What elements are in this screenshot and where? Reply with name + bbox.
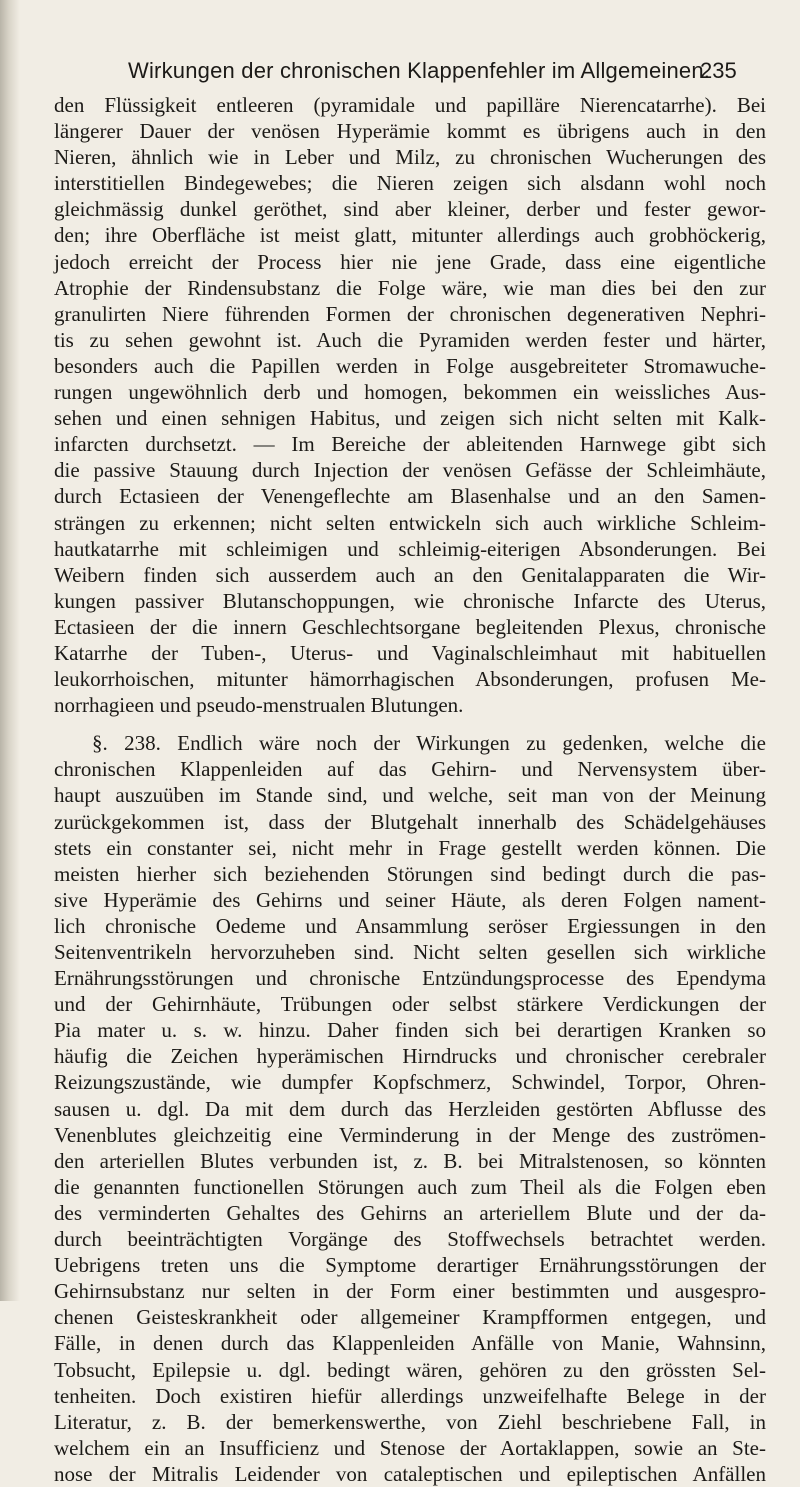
text-line: sehen und einen sehnigen Habitus, und zeigen sich nicht selten mit Kalk- bbox=[54, 406, 766, 431]
page-number: 235 bbox=[700, 58, 737, 83]
running-title: Wirkungen der chronischen Klappenfehler im Allgemeinen. bbox=[128, 58, 711, 83]
text-line: den arteriellen Blutes verbunden ist, z. B. bei Mitralstenosen, so könnten bbox=[54, 1148, 766, 1173]
text-line: längerer Dauer der venösen Hyperämie kommt es übrigens auch in den bbox=[54, 119, 766, 144]
text-line: tis zu sehen gewohnt ist. Auch die Pyramiden werden fester und härter, bbox=[54, 327, 766, 352]
text-line: die passive Stauung durch Injection der venösen Gefässe der Schleimhäute, bbox=[54, 458, 766, 483]
text-line: tenheiten. Doch existiren hiefür allerdings unzweifelhafte Belege in der bbox=[54, 1383, 766, 1408]
text-line: Tobsucht, Epilepsie u. dgl. bedingt wären, gehören zu den grössten Sel- bbox=[54, 1357, 766, 1382]
text-line: stets ein constanter sei, nicht mehr in Frage gestellt werden können. Die bbox=[54, 835, 766, 860]
text-line: den Flüssigkeit entleeren (pyramidale und papilläre Nierencatarrhe). Bei bbox=[54, 93, 766, 117]
text-line: strängen zu erkennen; nicht selten entwickeln sich auch wirkliche Schleim- bbox=[54, 510, 766, 535]
text-line: Atrophie der Rindensubstanz die Folge wäre, wie man dies bei den zur bbox=[54, 275, 766, 300]
text-line: Nieren, ähnlich wie in Leber und Milz, zu chronischen Wucherungen des bbox=[54, 145, 766, 170]
text-line: sausen u. dgl. Da mit dem durch das Herzleiden gestörten Abflusse des bbox=[54, 1096, 766, 1121]
text-line: Katarrhe der Tuben-, Uterus- und Vaginalschleimhaut mit habituellen bbox=[54, 640, 766, 665]
text-line: und der Gehirnhäute, Trübungen oder selbst stärkere Verdickungen der bbox=[54, 992, 766, 1017]
text-line: die genannten functionellen Störungen auch zum Theil als die Folgen eben bbox=[54, 1174, 766, 1199]
text-line: norrhagieen und pseudo-menstrualen Blutungen. bbox=[54, 693, 464, 718]
text-line: den; ihre Oberfläche ist meist glatt, mitunter allerdings auch grobhöckerig, bbox=[54, 223, 766, 248]
paragraph bbox=[54, 730, 766, 1487]
text-line: §. 238. Endlich wäre noch der Wirkungen zu gedenken, welche die bbox=[92, 731, 766, 756]
text-line: infarcten durchsetzt. — Im Bereiche der ableitenden Harnwege gibt sich bbox=[54, 432, 766, 457]
text-line: gleichmässig dunkel geröthet, sind aber kleiner, derber und fester gewor- bbox=[54, 197, 766, 222]
text-line: durch Ectasieen der Venengeflechte am Blasenhalse und an den Samen- bbox=[54, 484, 766, 509]
text-line: chronischen Klappenleiden auf das Gehirn- und Nervensystem über- bbox=[54, 757, 766, 782]
text-line: chenen Geisteskrankheit oder allgemeiner Krampfformen entgegen, und bbox=[54, 1305, 766, 1330]
text-line: welchem ein an Insufficienz und Stenose der Aortaklappen, sowie an Ste- bbox=[54, 1435, 766, 1460]
text-line: jedoch erreicht der Process hier nie jene Grade, dass eine eigentliche bbox=[54, 249, 766, 274]
text-line: Gehirnsubstanz nur selten in der Form einer bestimmten und ausgespro- bbox=[54, 1279, 766, 1304]
text-line: rungen ungewöhnlich derb und homogen, bekommen ein weissliches Aus- bbox=[54, 380, 766, 405]
text-line: zurückgekommen ist, dass der Blutgehalt innerhalb des Schädelgehäuses bbox=[54, 809, 766, 834]
text-line: Literatur, z. B. der bemerkenswerthe, von Ziehl beschriebene Fall, in bbox=[54, 1409, 766, 1434]
page-binding-edge bbox=[0, 0, 20, 1301]
running-header bbox=[0, 58, 800, 88]
text-line: Venenblutes gleichzeitig eine Verminderung in der Menge des zuströmen- bbox=[54, 1122, 766, 1147]
text-line: hautkatarrhe mit schleimigen und schleimig-eiterigen Absonderungen. Bei bbox=[54, 536, 766, 561]
text-line: durch beeinträchtigten Vorgänge des Stoffwechsels betrachtet werden. bbox=[54, 1227, 766, 1252]
text-line: nose der Mitralis Leidender von cataleptischen und epileptischen Anfällen bbox=[54, 1461, 766, 1486]
text-line: Ernährungsstörungen und chronische Entzündungsprocesse des Ependyma bbox=[54, 966, 766, 991]
text-line: kungen passiver Blutanschoppungen, wie chronische Infarcte des Uterus, bbox=[54, 588, 766, 613]
text-line: granulirten Niere führenden Formen der chronischen degenerativen Nephri- bbox=[54, 301, 766, 326]
paragraph-spacer bbox=[54, 718, 766, 730]
text-line: häufig die Zeichen hyperämischen Hirndrucks und chronischer cerebraler bbox=[54, 1044, 766, 1069]
text-line: haupt auszuüben im Stande sind, und welche, seit man von der Meinung bbox=[54, 783, 766, 808]
text-line: Seitenventrikeln hervorzuheben sind. Nicht selten gesellen sich wirkliche bbox=[54, 940, 766, 964]
text-line: leukorrhoischen, mitunter hämorrhagischen Absonderungen, profusen Me- bbox=[54, 667, 766, 692]
text-line: besonders auch die Papillen werden in Folge ausgebreiteter Stromawuche- bbox=[54, 353, 766, 378]
text-line: Weibern finden sich ausserdem auch an den Genitalapparaten die Wir- bbox=[54, 562, 766, 587]
text-line: Reizungszustände, wie dumpfer Kopfschmerz, Schwindel, Torpor, Ohren- bbox=[54, 1070, 766, 1095]
text-line: meisten hierher sich beziehenden Störungen sind bedingt durch die pas- bbox=[54, 861, 766, 886]
body-text bbox=[54, 92, 766, 1487]
text-line: interstitiellen Bindegewebes; die Nieren zeigen sich alsdann wohl noch bbox=[54, 171, 766, 196]
paragraph bbox=[54, 92, 766, 718]
text-line: sive Hyperämie des Gehirns und seiner Häute, als deren Folgen nament- bbox=[54, 887, 766, 912]
text-line: lich chronische Oedeme und Ansammlung seröser Ergiessungen in den bbox=[54, 913, 766, 938]
text-line: Uebrigens treten uns die Symptome derartiger Ernährungsstörungen der bbox=[54, 1253, 766, 1278]
text-line: Fälle, in denen durch das Klappenleiden Anfälle von Manie, Wahnsinn, bbox=[54, 1331, 766, 1356]
text-line: des verminderten Gehaltes des Gehirns an arteriellem Blute und der da- bbox=[54, 1200, 766, 1225]
text-line: Pia mater u. s. w. hinzu. Daher finden sich bei derartigen Kranken so bbox=[54, 1018, 766, 1043]
text-line: Ectasieen der die innern Geschlechtsorgane begleitenden Plexus, chronische bbox=[54, 614, 766, 639]
